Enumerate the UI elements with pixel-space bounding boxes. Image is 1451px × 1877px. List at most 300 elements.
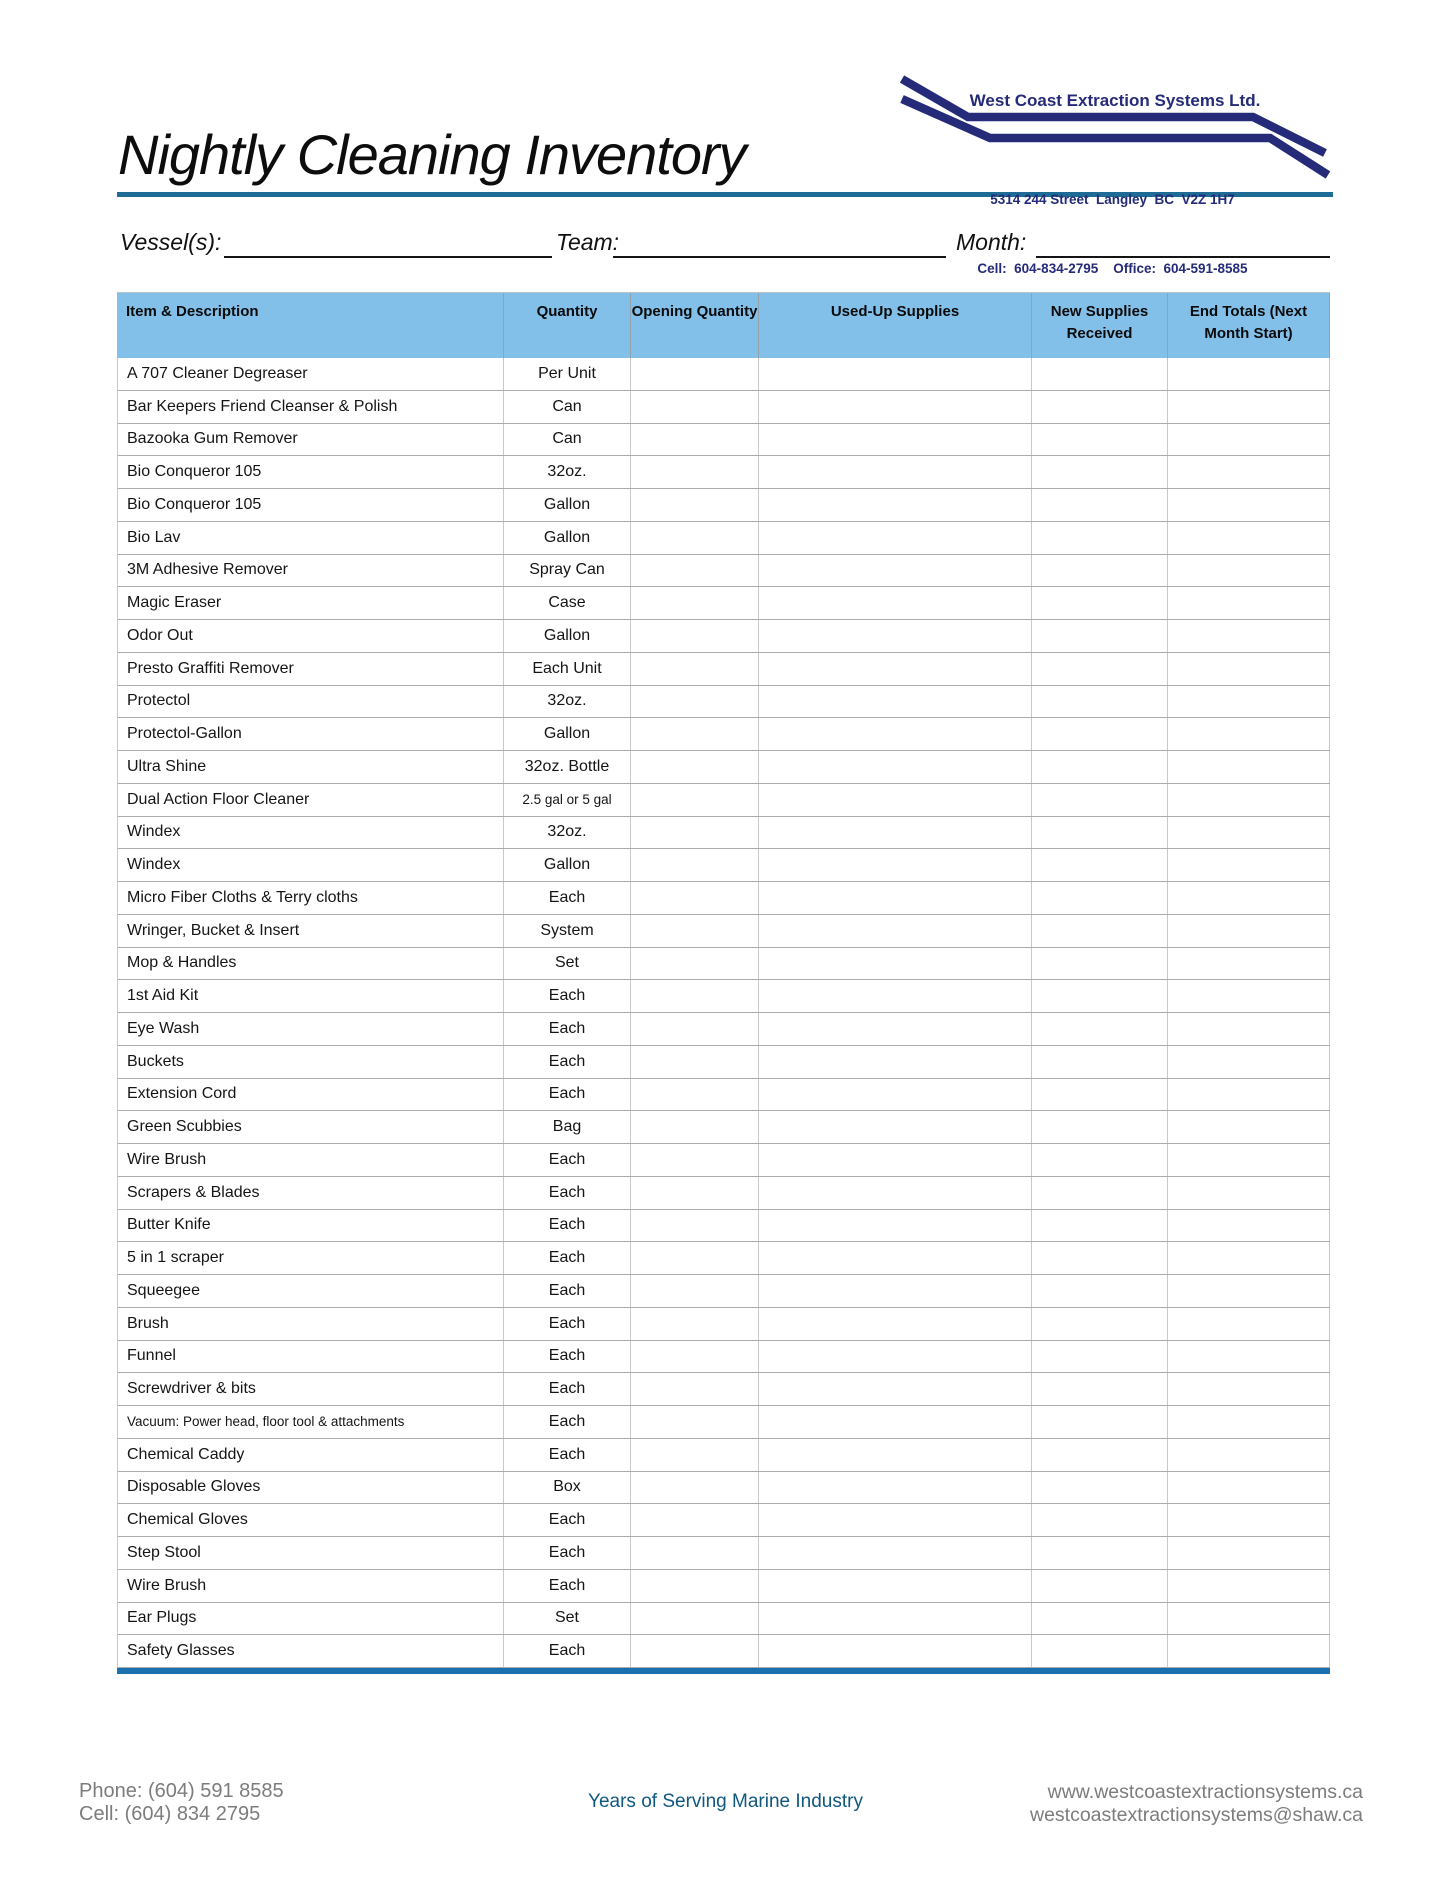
new-supplies-received-cell[interactable] [1032, 1472, 1168, 1504]
end-totals-cell[interactable] [1168, 522, 1330, 554]
used-up-supplies-cell[interactable] [759, 555, 1032, 587]
table-header-row [117, 292, 1330, 358]
used-up-supplies-cell[interactable] [759, 1144, 1032, 1176]
table-row [118, 1406, 1330, 1439]
item-cell: Windex [118, 849, 504, 881]
opening-quantity-cell[interactable] [631, 1013, 759, 1045]
quantity-cell: Spray Can [504, 555, 631, 587]
table-row [118, 391, 1330, 424]
quantity-cell: Each [504, 1144, 631, 1176]
quantity-cell: 32oz. [504, 817, 631, 849]
item-cell: A 707 Cleaner Degreaser [118, 358, 504, 390]
end-totals-cell[interactable] [1168, 620, 1330, 652]
opening-quantity-cell[interactable] [631, 391, 759, 423]
item-cell: Buckets [118, 1046, 504, 1078]
quantity-cell: Per Unit [504, 358, 631, 390]
new-supplies-received-cell[interactable] [1032, 1406, 1168, 1438]
new-supplies-received-cell[interactable] [1032, 1537, 1168, 1569]
item-cell: Wire Brush [118, 1144, 504, 1176]
quantity-cell: Each [504, 1308, 631, 1340]
header-end-totals: End Totals (Next Month Start) [1168, 293, 1330, 358]
quantity-cell: Gallon [504, 522, 631, 554]
item-cell: Green Scubbies [118, 1111, 504, 1143]
new-supplies-received-cell[interactable] [1032, 1210, 1168, 1242]
quantity-cell: Can [504, 391, 631, 423]
table-row [118, 1275, 1330, 1308]
table-row [118, 1013, 1330, 1046]
used-up-supplies-cell[interactable] [759, 1341, 1032, 1373]
address-line: 5314 244 Street Langley BC V2Z 1H7 [990, 192, 1235, 207]
end-totals-cell[interactable] [1168, 555, 1330, 587]
quantity-cell: Each [504, 1177, 631, 1209]
end-totals-cell[interactable] [1168, 1111, 1330, 1143]
quantity-cell: 32oz. Bottle [504, 751, 631, 783]
table-row [118, 1210, 1330, 1243]
new-supplies-received-cell[interactable] [1032, 1013, 1168, 1045]
used-up-supplies-cell[interactable] [759, 784, 1032, 816]
quantity-cell: 2.5 gal or 5 gal [504, 784, 631, 816]
item-cell: Wringer, Bucket & Insert [118, 915, 504, 947]
item-cell: Scrapers & Blades [118, 1177, 504, 1209]
new-supplies-received-cell[interactable] [1032, 587, 1168, 619]
table-row [118, 358, 1330, 391]
table-row [118, 1373, 1330, 1406]
used-up-supplies-cell[interactable] [759, 653, 1032, 685]
used-up-supplies-cell[interactable] [759, 391, 1032, 423]
new-supplies-received-cell[interactable] [1032, 456, 1168, 488]
item-cell: Mop & Handles [118, 948, 504, 980]
used-up-supplies-cell[interactable] [759, 1275, 1032, 1307]
end-totals-cell[interactable] [1168, 391, 1330, 423]
new-supplies-received-cell[interactable] [1032, 948, 1168, 980]
table-row [118, 424, 1330, 457]
end-totals-cell[interactable] [1168, 784, 1330, 816]
used-up-supplies-cell[interactable] [759, 424, 1032, 456]
item-cell: 1st Aid Kit [118, 980, 504, 1012]
end-totals-cell[interactable] [1168, 1013, 1330, 1045]
table-row [118, 587, 1330, 620]
item-cell: Safety Glasses [118, 1635, 504, 1667]
footer-phone: Phone: (604) 591 8585 [79, 1780, 284, 1802]
end-totals-cell[interactable] [1168, 1406, 1330, 1438]
new-supplies-received-cell[interactable] [1032, 1242, 1168, 1274]
opening-quantity-cell[interactable] [631, 1504, 759, 1536]
header-new-supplies-received: New Supplies Received [1032, 293, 1168, 358]
opening-quantity-cell[interactable] [631, 456, 759, 488]
new-supplies-received-cell[interactable] [1032, 358, 1168, 390]
new-supplies-received-cell[interactable] [1032, 784, 1168, 816]
used-up-supplies-cell[interactable] [759, 358, 1032, 390]
new-supplies-received-cell[interactable] [1032, 391, 1168, 423]
used-up-supplies-cell[interactable] [759, 948, 1032, 980]
footer-website: www.westcoastextractionsystems.ca [1047, 1781, 1363, 1803]
quantity-cell: Set [504, 948, 631, 980]
opening-quantity-cell[interactable] [631, 686, 759, 718]
item-cell: Bio Conqueror 105 [118, 489, 504, 521]
opening-quantity-cell[interactable] [631, 1439, 759, 1471]
quantity-cell: Can [504, 424, 631, 456]
quantity-cell: Each [504, 1635, 631, 1667]
new-supplies-received-cell[interactable] [1032, 751, 1168, 783]
used-up-supplies-cell[interactable] [759, 1242, 1032, 1274]
opening-quantity-cell[interactable] [631, 980, 759, 1012]
used-up-supplies-cell[interactable] [759, 1472, 1032, 1504]
end-totals-cell[interactable] [1168, 1603, 1330, 1635]
item-cell: Funnel [118, 1341, 504, 1373]
end-totals-cell[interactable] [1168, 424, 1330, 456]
table-row [118, 1603, 1330, 1636]
used-up-supplies-cell[interactable] [759, 751, 1032, 783]
end-totals-cell[interactable] [1168, 456, 1330, 488]
quantity-cell: Bag [504, 1111, 631, 1143]
used-up-supplies-cell[interactable] [759, 489, 1032, 521]
table-row [118, 1472, 1330, 1505]
used-up-supplies-cell[interactable] [759, 1537, 1032, 1569]
quantity-cell: Each [504, 1373, 631, 1405]
opening-quantity-cell[interactable] [631, 522, 759, 554]
table-row [118, 718, 1330, 751]
opening-quantity-cell[interactable] [631, 1046, 759, 1078]
new-supplies-received-cell[interactable] [1032, 1079, 1168, 1111]
table-row [118, 1308, 1330, 1341]
end-totals-cell[interactable] [1168, 1504, 1330, 1536]
opening-quantity-cell[interactable] [631, 1144, 759, 1176]
opening-quantity-cell[interactable] [631, 1570, 759, 1602]
opening-quantity-cell[interactable] [631, 915, 759, 947]
new-supplies-received-cell[interactable] [1032, 522, 1168, 554]
item-cell: Extension Cord [118, 1079, 504, 1111]
quantity-cell: Each [504, 1570, 631, 1602]
opening-quantity-cell[interactable] [631, 489, 759, 521]
table-row [118, 849, 1330, 882]
quantity-cell: Each Unit [504, 653, 631, 685]
used-up-supplies-cell[interactable] [759, 1308, 1032, 1340]
end-totals-cell[interactable] [1168, 948, 1330, 980]
end-totals-cell[interactable] [1168, 1341, 1330, 1373]
table-row [118, 1537, 1330, 1570]
quantity-cell: Set [504, 1603, 631, 1635]
quantity-cell: Each [504, 1013, 631, 1045]
team-label: Team: [556, 229, 620, 255]
opening-quantity-cell[interactable] [631, 358, 759, 390]
quantity-cell: 32oz. [504, 686, 631, 718]
opening-quantity-cell[interactable] [631, 817, 759, 849]
opening-quantity-cell[interactable] [631, 1373, 759, 1405]
new-supplies-received-cell[interactable] [1032, 1504, 1168, 1536]
item-cell: Bazooka Gum Remover [118, 424, 504, 456]
opening-quantity-cell[interactable] [631, 849, 759, 881]
table-row [118, 1341, 1330, 1374]
opening-quantity-cell[interactable] [631, 587, 759, 619]
new-supplies-received-cell[interactable] [1032, 1570, 1168, 1602]
new-supplies-received-cell[interactable] [1032, 1373, 1168, 1405]
used-up-supplies-cell[interactable] [759, 1635, 1032, 1667]
opening-quantity-cell[interactable] [631, 1341, 759, 1373]
opening-quantity-cell[interactable] [631, 718, 759, 750]
table-row [118, 784, 1330, 817]
item-cell: Windex [118, 817, 504, 849]
table-row [118, 882, 1330, 915]
new-supplies-received-cell[interactable] [1032, 718, 1168, 750]
used-up-supplies-cell[interactable] [759, 1046, 1032, 1078]
quantity-cell: Each [504, 1341, 631, 1373]
item-cell: Odor Out [118, 620, 504, 652]
table-row [118, 1439, 1330, 1472]
quantity-cell: Box [504, 1472, 631, 1504]
end-totals-cell[interactable] [1168, 817, 1330, 849]
quantity-cell: Gallon [504, 718, 631, 750]
used-up-supplies-cell[interactable] [759, 817, 1032, 849]
new-supplies-received-cell[interactable] [1032, 489, 1168, 521]
end-totals-cell[interactable] [1168, 1079, 1330, 1111]
opening-quantity-cell[interactable] [631, 1079, 759, 1111]
used-up-supplies-cell[interactable] [759, 1504, 1032, 1536]
opening-quantity-cell[interactable] [631, 424, 759, 456]
new-supplies-received-cell[interactable] [1032, 1275, 1168, 1307]
used-up-supplies-cell[interactable] [759, 1406, 1032, 1438]
new-supplies-received-cell[interactable] [1032, 1111, 1168, 1143]
item-cell: 5 in 1 scraper [118, 1242, 504, 1274]
new-supplies-received-cell[interactable] [1032, 1439, 1168, 1471]
new-supplies-received-cell[interactable] [1032, 1308, 1168, 1340]
table-row [118, 456, 1330, 489]
item-cell: Wire Brush [118, 1570, 504, 1602]
new-supplies-received-cell[interactable] [1032, 620, 1168, 652]
opening-quantity-cell[interactable] [631, 1635, 759, 1667]
new-supplies-received-cell[interactable] [1032, 817, 1168, 849]
table-row [118, 1570, 1330, 1603]
item-cell: Eye Wash [118, 1013, 504, 1045]
header-item-description: Item & Description [118, 293, 504, 358]
table-row [118, 686, 1330, 719]
inventory-table [117, 292, 1330, 1674]
contact-line: Cell: 604-834-2795 Office: 604-591-8585 [977, 261, 1248, 276]
quantity-cell: Each [504, 1406, 631, 1438]
opening-quantity-cell[interactable] [631, 1111, 759, 1143]
team-fill-line[interactable] [613, 256, 946, 258]
item-cell: Magic Eraser [118, 587, 504, 619]
month-label: Month: [956, 229, 1027, 255]
new-supplies-received-cell[interactable] [1032, 1341, 1168, 1373]
item-cell: Micro Fiber Cloths & Terry cloths [118, 882, 504, 914]
used-up-supplies-cell[interactable] [759, 686, 1032, 718]
end-totals-cell[interactable] [1168, 882, 1330, 914]
opening-quantity-cell[interactable] [631, 1603, 759, 1635]
vessel-label: Vessel(s): [120, 229, 222, 255]
opening-quantity-cell[interactable] [631, 948, 759, 980]
used-up-supplies-cell[interactable] [759, 587, 1032, 619]
quantity-cell: 32oz. [504, 456, 631, 488]
end-totals-cell[interactable] [1168, 587, 1330, 619]
opening-quantity-cell[interactable] [631, 1472, 759, 1504]
table-row [118, 980, 1330, 1013]
quantity-cell: Gallon [504, 489, 631, 521]
end-totals-cell[interactable] [1168, 1275, 1330, 1307]
end-totals-cell[interactable] [1168, 1472, 1330, 1504]
item-cell: Ear Plugs [118, 1603, 504, 1635]
quantity-cell: Each [504, 1242, 631, 1274]
footer-email: westcoastextractionsystems@shaw.ca [1029, 1803, 1363, 1826]
vessel-fill-line[interactable] [224, 256, 552, 258]
new-supplies-received-cell[interactable] [1032, 1046, 1168, 1078]
end-totals-cell[interactable] [1168, 1242, 1330, 1274]
footer-tagline: Years of Serving Marine Industry [588, 1791, 863, 1812]
table-row [118, 1079, 1330, 1112]
end-totals-cell[interactable] [1168, 686, 1330, 718]
opening-quantity-cell[interactable] [631, 1537, 759, 1569]
item-cell: Bar Keepers Friend Cleanser & Polish [118, 391, 504, 423]
used-up-supplies-cell[interactable] [759, 1373, 1032, 1405]
opening-quantity-cell[interactable] [631, 1406, 759, 1438]
header-used-up-supplies: Used-Up Supplies [759, 293, 1032, 358]
used-up-supplies-cell[interactable] [759, 915, 1032, 947]
table-row [118, 522, 1330, 555]
month-fill-line[interactable] [1036, 256, 1330, 258]
table-bottom-rule [117, 1668, 1330, 1674]
opening-quantity-cell[interactable] [631, 620, 759, 652]
table-row [118, 915, 1330, 948]
quantity-cell: Each [504, 1439, 631, 1471]
new-supplies-received-cell[interactable] [1032, 915, 1168, 947]
table-row [118, 489, 1330, 522]
company-name: West Coast Extraction Systems Ltd. [969, 91, 1261, 110]
quantity-cell: Gallon [504, 620, 631, 652]
new-supplies-received-cell[interactable] [1032, 1177, 1168, 1209]
quantity-cell: Each [504, 1504, 631, 1536]
used-up-supplies-cell[interactable] [759, 620, 1032, 652]
quantity-cell: Case [504, 587, 631, 619]
item-cell: Bio Lav [118, 522, 504, 554]
opening-quantity-cell[interactable] [631, 784, 759, 816]
used-up-supplies-cell[interactable] [759, 980, 1032, 1012]
item-cell: Protectol-Gallon [118, 718, 504, 750]
new-supplies-received-cell[interactable] [1032, 1144, 1168, 1176]
end-totals-cell[interactable] [1168, 1373, 1330, 1405]
used-up-supplies-cell[interactable] [759, 522, 1032, 554]
table-row [118, 1111, 1330, 1144]
item-cell: Step Stool [118, 1537, 504, 1569]
new-supplies-received-cell[interactable] [1032, 849, 1168, 881]
table-row [118, 620, 1330, 653]
used-up-supplies-cell[interactable] [759, 456, 1032, 488]
item-cell: Bio Conqueror 105 [118, 456, 504, 488]
page-title: Nightly Cleaning Inventory [118, 123, 746, 186]
footer-web-block [1030, 1781, 1363, 1826]
end-totals-cell[interactable] [1168, 1570, 1330, 1602]
item-cell: Screwdriver & bits [118, 1373, 504, 1405]
new-supplies-received-cell[interactable] [1032, 980, 1168, 1012]
opening-quantity-cell[interactable] [631, 1242, 759, 1274]
end-totals-cell[interactable] [1168, 358, 1330, 390]
end-totals-cell[interactable] [1168, 1046, 1330, 1078]
opening-quantity-cell[interactable] [631, 882, 759, 914]
quantity-cell: Each [504, 1079, 631, 1111]
used-up-supplies-cell[interactable] [759, 849, 1032, 881]
header-quantity: Quantity [504, 293, 631, 358]
end-totals-cell[interactable] [1168, 1177, 1330, 1209]
opening-quantity-cell[interactable] [631, 1177, 759, 1209]
table-row [118, 1242, 1330, 1275]
quantity-cell: Each [504, 1537, 631, 1569]
new-supplies-received-cell[interactable] [1032, 653, 1168, 685]
used-up-supplies-cell[interactable] [759, 1013, 1032, 1045]
table-row [118, 1177, 1330, 1210]
item-cell: Brush [118, 1308, 504, 1340]
item-cell: Protectol [118, 686, 504, 718]
quantity-cell: Each [504, 980, 631, 1012]
table-row [118, 1504, 1330, 1537]
used-up-supplies-cell[interactable] [759, 1570, 1032, 1602]
table-row [118, 1046, 1330, 1079]
used-up-supplies-cell[interactable] [759, 1079, 1032, 1111]
end-totals-cell[interactable] [1168, 1537, 1330, 1569]
table-row [118, 1635, 1330, 1668]
table-row [118, 653, 1330, 686]
end-totals-cell[interactable] [1168, 751, 1330, 783]
end-totals-cell[interactable] [1168, 1144, 1330, 1176]
quantity-cell: Each [504, 1210, 631, 1242]
header-opening-quantity: Opening Quantity [631, 293, 759, 358]
used-up-supplies-cell[interactable] [759, 1210, 1032, 1242]
end-totals-cell[interactable] [1168, 489, 1330, 521]
new-supplies-received-cell[interactable] [1032, 686, 1168, 718]
end-totals-cell[interactable] [1168, 980, 1330, 1012]
item-cell: Ultra Shine [118, 751, 504, 783]
item-cell: Dual Action Floor Cleaner [118, 784, 504, 816]
opening-quantity-cell[interactable] [631, 555, 759, 587]
new-supplies-received-cell[interactable] [1032, 1603, 1168, 1635]
footer-cell: Cell: (604) 834 2795 [79, 1803, 261, 1825]
quantity-cell: System [504, 915, 631, 947]
opening-quantity-cell[interactable] [631, 1275, 759, 1307]
used-up-supplies-cell[interactable] [759, 1439, 1032, 1471]
item-cell: 3M Adhesive Remover [118, 555, 504, 587]
end-totals-cell[interactable] [1168, 1439, 1330, 1471]
end-totals-cell[interactable] [1168, 915, 1330, 947]
item-cell: Vacuum: Power head, floor tool & attachments [118, 1406, 504, 1438]
item-cell: Squeegee [118, 1275, 504, 1307]
item-cell: Disposable Gloves [118, 1472, 504, 1504]
end-totals-cell[interactable] [1168, 1635, 1330, 1667]
quantity-cell: Each [504, 1046, 631, 1078]
end-totals-cell[interactable] [1168, 653, 1330, 685]
table-row [118, 1144, 1330, 1177]
used-up-supplies-cell[interactable] [759, 1603, 1032, 1635]
used-up-supplies-cell[interactable] [759, 1111, 1032, 1143]
end-totals-cell[interactable] [1168, 1210, 1330, 1242]
opening-quantity-cell[interactable] [631, 751, 759, 783]
table-body [117, 358, 1330, 1668]
new-supplies-received-cell[interactable] [1032, 882, 1168, 914]
end-totals-cell[interactable] [1168, 718, 1330, 750]
end-totals-cell[interactable] [1168, 1308, 1330, 1340]
new-supplies-received-cell[interactable] [1032, 1635, 1168, 1667]
quantity-cell: Gallon [504, 849, 631, 881]
used-up-supplies-cell[interactable] [759, 718, 1032, 750]
item-cell: Chemical Gloves [118, 1504, 504, 1536]
opening-quantity-cell[interactable] [631, 653, 759, 685]
opening-quantity-cell[interactable] [631, 1308, 759, 1340]
quantity-cell: Each [504, 882, 631, 914]
end-totals-cell[interactable] [1168, 849, 1330, 881]
used-up-supplies-cell[interactable] [759, 882, 1032, 914]
opening-quantity-cell[interactable] [631, 1210, 759, 1242]
item-cell: Butter Knife [118, 1210, 504, 1242]
new-supplies-received-cell[interactable] [1032, 555, 1168, 587]
used-up-supplies-cell[interactable] [759, 1177, 1032, 1209]
new-supplies-received-cell[interactable] [1032, 424, 1168, 456]
table-row [118, 948, 1330, 981]
